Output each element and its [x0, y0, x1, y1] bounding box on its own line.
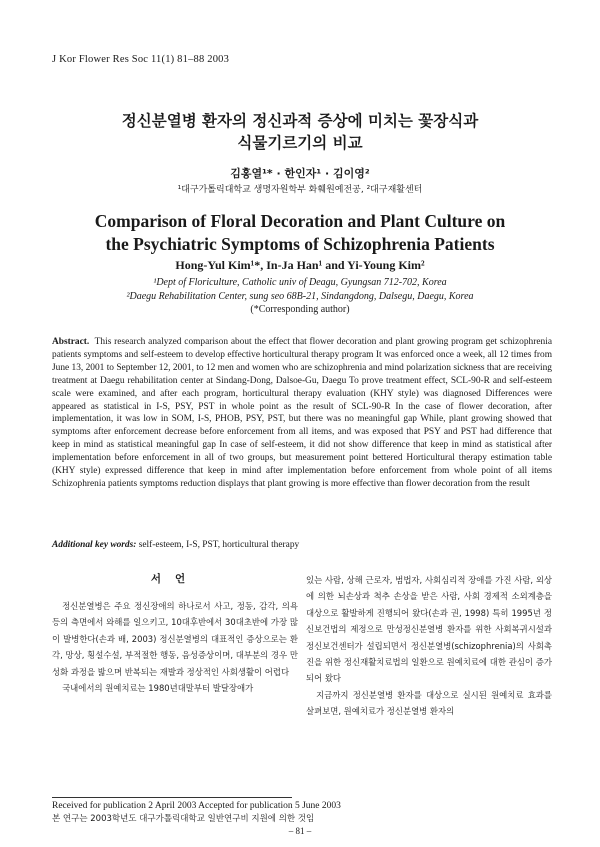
english-authors: Hong-Yul Kim¹*, In-Ja Han¹ and Yi-Young Kim² [175, 258, 425, 272]
publication-dates: Received for publication 2 April 2003 Accepted for publication 5 June 2003 [52, 801, 341, 811]
body-paragraph: 국내에서의 원예치료는 1980년대말부터 발달장애가 [62, 683, 254, 694]
keywords-label: Additional key words: [52, 540, 137, 550]
funding-note: 본 연구는 2003학년도 대구가톨릭대학교 일반연구비 지원에 의한 것임 [52, 813, 315, 824]
korean-title [0, 110, 600, 154]
footnote-divider [52, 797, 292, 798]
english-title-line-2: the Psychiatric Symptoms of Schizophrenia Patients [105, 234, 495, 254]
body-right-column [306, 572, 552, 720]
body-paragraph: 있는 사람, 상해 근로자, 범법자, 사회심리적 장애를 가진 사람, 외상에 의한 뇌손상과 척추 손상을 받은 사람, 사회 경제적 소외계층을 대상으로 활발하게 진행되어 왔다(손과 권, 1998) 특히 1995년 정신보건법의 제정으로 만성정신분열병 환자를 위한 사회복귀시설과 정신보건센터가 설립되면서 정신분열병(schizophrenia)의 사회촉진을 위한 정신재활치료법의 일환으로 원예치료에 대한 관심이 증가되어 왔다 [306, 575, 552, 684]
korean-authors: 김홍열¹* · 한인자¹ · 김이영² [230, 167, 370, 180]
section-heading-introduction: 서언 [150, 573, 200, 585]
keywords-text: self-esteem, I-S, PST, horticultural therapy [136, 540, 300, 550]
english-affiliation [0, 276, 600, 317]
english-title [0, 210, 600, 256]
body-paragraph: 지금까지 정신분열병 환자를 대상으로 실시된 원예치료 효과를 살펴보면, 원예치료가 정신분열병 환자의 [306, 689, 552, 717]
body-left-column [52, 572, 298, 696]
affiliation-line-1: ¹Dept of Floriculture, Catholic univ of Deagu, Gyungsan 712-702, Korea [153, 277, 447, 288]
abstract-label: Abstract. [52, 337, 90, 347]
abstract-text: This research analyzed comparison about the effect that flower decoration and plant growing program get schizophrenia patients symptoms and self-esteem to develop effective horticultural therapy program It was enforced once a week, all 12 times from June 13, 2001 to September 12, 2001, to 12 men and women who are schizophrenia and mind polarization sickness that are receiving treatment at Daegu rehabilitation center at Sindang-Dong, Dalsoe-Gu, Daegu To prove treatment effect, SCL-90-R and self-esteem scale were examined, and after each program, horticultural therapy evaluation (KHY style) was diagnosed Differences were appeared as statistical in I-S, PSY, PST in whole point as the result of SCL-90-R In the case of flower decoration, after implementation, it was low in SOM, I-S, PHOB, PSY, PST, but there was no meaningful gap While, plant growing showed that symptoms after enforcement decrease before enforcement from all items, and was exposed that PSY and PST had difference that keep in mind as statistical meaningful gap In case of self-esteem, it did not show difference that keep in mind as statistical after implementation before enforcement in all of two groups, but measurement point bettered Horticultural therapy estimation table (KHY style) expressed difference that keep in mind after implementation before enforcement from whole point of all items Schizophrenia patients symptoms reduction displays that plant growing is more effective than flower decoration from the result [52, 337, 552, 489]
affiliation-line-2: ²Daegu Rehabilitation Center, sung seo 68B-21, Sindangdong, Dalsegu, Daegu, Korea [126, 290, 474, 302]
journal-header: J Kor Flower Res Soc 11(1) 81–88 2003 [52, 54, 230, 65]
footnote [52, 800, 552, 825]
corresponding-author-note: (*Corresponding author) [250, 304, 350, 315]
english-title-line-1: Comparison of Floral Decoration and Plant Culture on [94, 211, 506, 231]
korean-title-line-1: 정신분열병 환자의 정신과적 증상에 미치는 꽃장식과 [121, 112, 479, 130]
body-paragraph: 정신분열병은 주요 정신장애의 하나로서 사고, 정동, 감각, 의욕 등의 측면에서 와해를 일으키고, 10대후반에서 30대초반에 가장 많이 발병한다(손과 배, 2003) 정신분열병의 대표적인 증상으로는 환각, 망상, 횡설수설, 부적절한 행동, 음성증상이며, 대부분의 경우 만성화 과정을 밟으며 반복되는 재발과 정상적인 사회생활이 어렵다 [52, 601, 298, 677]
korean-title-line-2: 식물기르기의 비교 [237, 134, 363, 152]
keywords [52, 540, 552, 550]
korean-affiliation: ¹대구가톨릭대학교 생명자원학부 화훼원예전공, ²대구재활센터 [177, 185, 423, 195]
page-number: – 81 – [288, 826, 312, 836]
abstract [52, 336, 552, 491]
